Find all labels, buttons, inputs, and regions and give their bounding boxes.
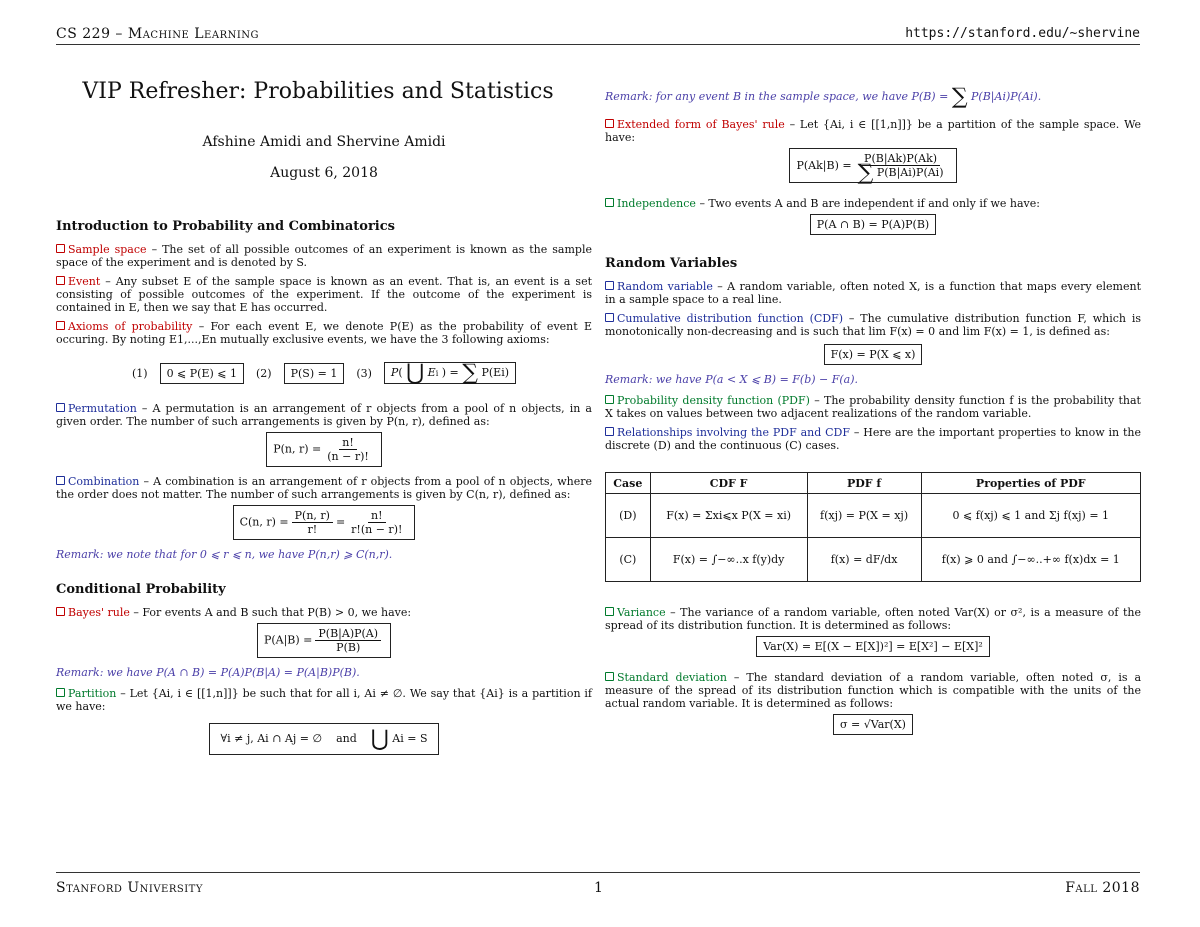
section-title-conditional: Conditional Probability [56, 582, 226, 597]
square-bullet-icon [56, 607, 65, 616]
document-title: VIP Refresher: Probabilities and Statistics [82, 79, 554, 104]
square-bullet-icon [56, 276, 65, 285]
para-permutation: Permutation – A permutation is an arrangement of r objects from a pool of n objects, in a given order. The number of such arrangements is given by P(n, r), defined as: [56, 402, 592, 428]
square-bullet-icon [605, 198, 614, 207]
axioms-formulas: (1) 0 ⩽ P(E) ⩽ 1 (2) P(S) = 1 (3) P( ⋃ Ei ) = ∑ P(Ei) [56, 352, 592, 394]
footer-right: Fall 2018 [1065, 880, 1140, 896]
table-cell: 0 ⩽ f(xj) ⩽ 1 and Σj f(xj) = 1 [921, 494, 1140, 538]
para-axioms: Axioms of probability – For each event E, we denote P(E) as the probability of event E occuring. By noting E1,...,En mutually exclusive events, we have the 3 following axioms: [56, 320, 592, 346]
right-column [605, 84, 1142, 735]
cdf-formula: F(x) = P(X ⩽ x) [605, 344, 1141, 365]
para-extended-bayes: Extended form of Bayes' rule – Let {Ai, i ∈ [[1,n]]} be a partition of the sample space. We have: [605, 117, 1141, 144]
permutation-formula: P(n, r) = $\frac{n!}{(n - r)!}$ [56, 432, 592, 467]
para-event: Event – Any subset E of the sample space is known as an event. That is, an event is a set consisting of possible outcomes of the experiment. If the outcome of the experiment is contained in E, then we say that E has occurred. [56, 275, 593, 314]
remark-partition: Remark: for any event B in the sample space, we have P(B) = ∑ P(B|Ai)P(Ai). [605, 84, 1042, 110]
left-column [56, 78, 592, 755]
axiom-2-box: P(S) = 1 [284, 363, 345, 384]
square-bullet-icon [605, 607, 614, 616]
square-bullet-icon [605, 281, 614, 290]
axiom-1-box: 0 ⩽ P(E) ⩽ 1 [160, 363, 244, 384]
para-sample-space: Sample space – The set of all possible outcomes of an experiment is known as the sample space of the experiment and is denoted by S. [56, 243, 592, 269]
square-bullet-icon [56, 244, 65, 253]
remark-combination: Remark: we note that for 0 ⩽ r ⩽ n, we have P(n,r) ⩾ C(n,r). [56, 548, 393, 561]
combination-formula: C(n, r) = $\frac{P(n, r)}{r!}$ = $\frac{n!}{r!(n - r)!}$ [56, 505, 592, 540]
square-bullet-icon [56, 476, 65, 485]
para-variance: Variance – The variance of a random variable, often noted Var(X) or σ², is a measure of the spread of its distribution function. It is determined as follows: [605, 606, 1141, 632]
table-cell: F(x) = Σxi⩽x P(X = xi) [650, 494, 807, 538]
section-title-random-variables: Random Variables [605, 256, 738, 271]
footer-left: Stanford University [56, 880, 203, 896]
page-number: 1 [594, 880, 603, 896]
table-header-cell: Case [606, 473, 651, 494]
para-cdf: Cumulative distribution function (CDF) – The cumulative distribution function F, which is monotonically non-decreasing and is such that lim F(x) = 0 and lim F(x) = 1, is defined as: [605, 312, 1142, 338]
bayes-formula: P(A|B) = $\frac{P(B|A)P(A)}{P(B)}$ [56, 623, 592, 658]
table-header-row [606, 473, 1141, 494]
std-formula: σ = √Var(X) [605, 714, 1141, 735]
sample-space-term: Sample space [56, 243, 147, 256]
square-bullet-icon [605, 395, 614, 404]
variance-formula: Var(X) = E[(X − E[X])²] = E[X²] − E[X]² [605, 636, 1141, 657]
square-bullet-icon [605, 313, 614, 322]
section-title-intro: Introduction to Probability and Combinatorics [56, 219, 395, 234]
table-cell: f(x) = dF/dx [807, 538, 921, 582]
date: August 6, 2018 [270, 165, 378, 181]
table-row [606, 538, 1141, 582]
axiom-3-box: P( ⋃ Ei ) = ∑ P(Ei) [384, 362, 516, 384]
header-rule [56, 44, 1140, 45]
table-cell: (C) [606, 538, 651, 582]
para-independence: Independence – Two events A and B are independent if and only if we have: [605, 197, 1141, 210]
para-std: Standard deviation – The standard deviation of a random variable, often noted σ, is a measure of the spread of its distribution function which is compatible with the units of the actual random variable. It is determined as follows: [605, 671, 1141, 710]
para-relationships: Relationships involving the PDF and CDF – Here are the important properties to know in the discrete (D) and the continuous (C) cases. [605, 426, 1142, 452]
table-cell: (D) [606, 494, 651, 538]
properties-table [605, 472, 1141, 582]
table-cell: F(x) = ∫−∞..x f(y)dy [650, 538, 807, 582]
table-header-cell: CDF F [650, 473, 807, 494]
extended-bayes-formula: P(Ak|B) = $\frac{P(B|Ak)P(Ak)}{\sum P(B|Ai)P(Ai)}$ [605, 148, 1141, 184]
header-left: CS 229 – Machine Learning [56, 26, 260, 42]
para-pdf: Probability density function (PDF) – The probability density function f is the probability that X takes on values between two adjacent realizations of the random variable. [605, 394, 1141, 420]
para-random-variable: Random variable – A random variable, often noted X, is a function that maps every element in a sample space to a real line. [605, 280, 1141, 306]
authors: Afshine Amidi and Shervine Amidi [202, 134, 446, 150]
para-combination: Combination – A combination is an arrangement of r objects from a pool of n objects, where the order does not matter. The number of such arrangements is given by C(n, r), defined as: [56, 475, 592, 501]
square-bullet-icon [605, 427, 614, 436]
remark-cdf: Remark: we have P(a < X ⩽ B) = F(b) − F(a). [605, 373, 859, 386]
header-url[interactable]: https://stanford.edu/~shervine [905, 26, 1140, 41]
table-header-cell: PDF f [807, 473, 921, 494]
square-bullet-icon [605, 672, 614, 681]
table-cell: f(x) ⩾ 0 and ∫−∞..+∞ f(x)dx = 1 [921, 538, 1140, 582]
square-bullet-icon [605, 119, 614, 128]
table-row [606, 494, 1141, 538]
table-cell: f(xj) = P(X = xj) [807, 494, 921, 538]
square-bullet-icon [56, 403, 65, 412]
para-bayes: Bayes' rule – For events A and B such that P(B) > 0, we have: [56, 606, 592, 619]
partition-formula: ∀i ≠ j, Ai ∩ Aj = ∅ and ⋃ Ai = S [56, 723, 592, 755]
square-bullet-icon [56, 688, 65, 697]
square-bullet-icon [56, 321, 65, 330]
para-partition: Partition – Let {Ai, i ∈ [[1,n]]} be such that for all i, Ai ≠ ∅. We say that {Ai} is a partition if we have: [56, 687, 592, 713]
independence-formula: P(A ∩ B) = P(A)P(B) [605, 214, 1141, 235]
table-header-cell: Properties of PDF [921, 473, 1140, 494]
footer-rule [56, 872, 1140, 873]
remark-bayes: Remark: we have P(A ∩ B) = P(A)P(B|A) = P(A|B)P(B). [56, 666, 360, 679]
